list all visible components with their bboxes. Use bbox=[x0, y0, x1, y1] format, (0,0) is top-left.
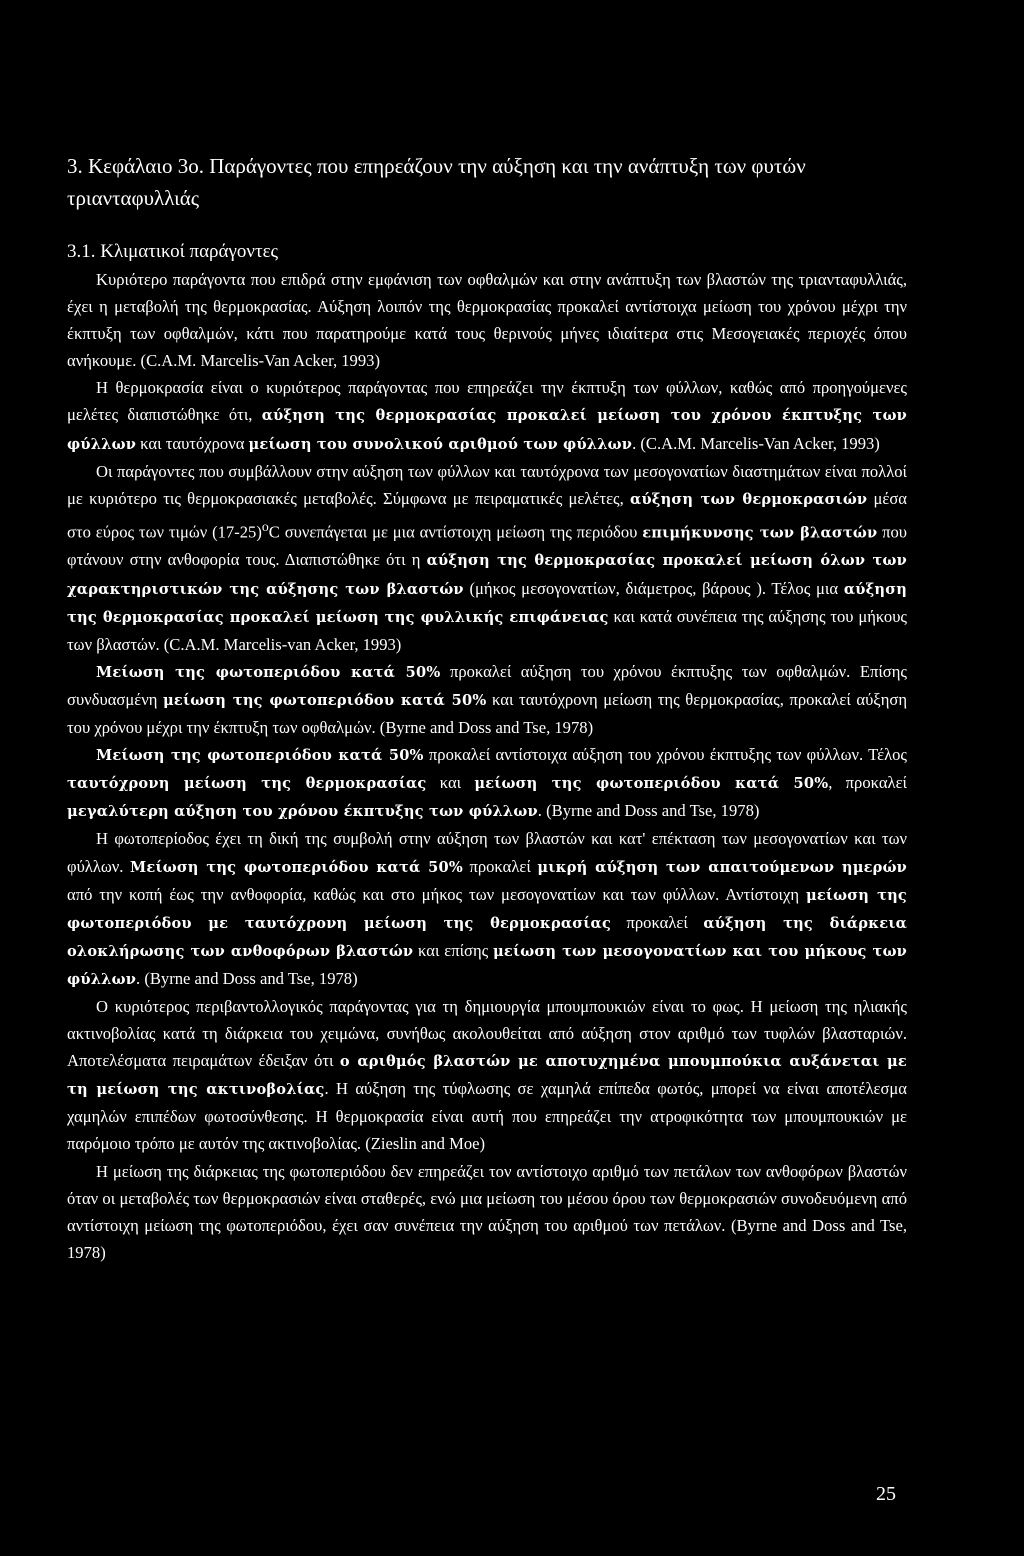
emphasis-text: μείωση του συνολικού αριθμού των φύλλων bbox=[248, 435, 633, 453]
section-title: 3.1. Κλιματικοί παράγοντες bbox=[67, 241, 279, 262]
superscript-text: o bbox=[261, 518, 269, 534]
body-text: Κυριότερο παράγοντα που επιδρά στην εμφάνιση των οφθαλμών και στην ανάπτυξη των βλαστών της τριανταφυλλιάς, έχει η μεταβολή της θερμοκρασίας. Αύξηση λοιπόν της θερμοκρασίας προκαλεί αντίστοιχα μείωση του χρόνου μέχρι την έκπτυξη των οφθαλμών, κάτι που παρατηρούμε κατά τους θερινούς μήνες ιδιαίτερα στις Μεσογειακές περιοχές όπου ανήκουμε. (C.A.M. Marcelis-Van Acker, 1993) bbox=[67, 270, 907, 371]
body-text: C συνεπάγεται με μια αντίστοιχη μείωση της περιόδου bbox=[268, 522, 643, 542]
paragraph-photoperiod-leaves bbox=[67, 741, 907, 825]
body-text: μέσα στο εύρος των τιμών (17-25) bbox=[67, 488, 907, 542]
emphasis-text: μικρή αύξηση των απαιτούμενων ημερών bbox=[537, 858, 907, 876]
document-page bbox=[67, 150, 907, 1266]
emphasis-text: Μείωση της φωτοπεριόδου κατά 50% bbox=[96, 663, 441, 681]
emphasis-text: Μείωση της φωτοπεριόδου κατά 50% bbox=[96, 747, 424, 765]
body-text: και ταυτόχρονα bbox=[136, 433, 249, 453]
emphasis-text: αύξηση της θερμοκρασίας προκαλεί μείωση όλων των χαρακτηριστικών της αύξησης των βλαστών bbox=[67, 552, 907, 598]
emphasis-text: Μείωση της φωτοπεριόδου κατά 50% bbox=[130, 858, 463, 876]
body-text: . (Byrne and Doss and Tse, 1978) bbox=[537, 801, 760, 821]
body-text: που φτάνουν στην ανθοφορία τους. Διαπιστώθηκε ότι η bbox=[67, 522, 907, 570]
emphasis-text: μείωση των μεσογονατίων και του μήκους των φύλλων bbox=[67, 942, 907, 988]
emphasis-text: επιμήκυνσης των βλαστών bbox=[642, 524, 878, 542]
page-number: 25 bbox=[876, 1483, 896, 1505]
body-text: προκαλεί αντίστοιχα αύξηση του χρόνου έκπτυξης των φύλλων. Τέλος bbox=[423, 745, 907, 765]
body-text: (μήκος μεσογονατίων, διάμετρος, βάρους ). Τέλος μια bbox=[463, 578, 844, 598]
body-text: από την κοπή έως την ανθοφορία, καθώς και στο μήκος των μεσογονατίων και των φύλλων. Αντίστοιχη bbox=[67, 884, 806, 904]
paragraph-internodes bbox=[67, 458, 907, 658]
body-text: προκαλεί αύξηση του χρόνου έκπτυξης των οφθαλμών. Επίσης συνδυασμένη bbox=[67, 661, 907, 709]
body-text: Οι παράγοντες που συμβάλλουν στην αύξηση των φύλλων και ταυτόχρονα των μεσογονατίων διαστημάτων είναι πολλοί με κυριότερο τις θερμοκρασιακές μεταβολές. Σύμφωνα με πειραματικές μελέτες, bbox=[67, 461, 907, 508]
body-text: . (Byrne and Doss and Tse, 1978) bbox=[136, 968, 358, 988]
body-text: . Η αύξηση της τύφλωσης σε χαμηλά επίπεδα φωτός, μπορεί να είναι αποτέλεσμα χαμηλών επιπέδων φωτοσύνθεσης. Η θερμοκρασία είναι αυτή που επηρεάζει την ατροφικότητα των μπουμπουκιών με παρόμοιο τρόπο με αυτόν της ακτινοβολίας. (Zieslin and Moe) bbox=[67, 1079, 907, 1154]
body-text: Η μείωση της διάρκειας της φωτοπεριόδου δεν επηρεάζει τον αντίστοιχο αριθμό των πετάλων των ανθοφόρων βλαστών όταν οι μεταβολές των θερμοκρασιών είναι σταθερές, ενώ μια μείωση του μέσου όρου των θερμοκρασιών συνοδευόμενη από αντίστοιχη μείωση της φωτοπεριόδου, έχει σαν συνέπεια την αύξηση του αριθμού των πετάλων. (Byrne and Doss and Tse, 1978) bbox=[67, 1161, 907, 1262]
emphasis-text: αύξηση των θερμοκρασιών bbox=[630, 490, 868, 508]
body-text: και κατά συνέπεια της αύξησης του μήκους των βλαστών. (C.A.M. Marcelis-van Acker, 1993) bbox=[67, 606, 907, 654]
emphasis-text: μεγαλύτερη αύξηση του χρόνου έκπτυξης των φύλλων bbox=[67, 803, 538, 821]
paragraph-temperature-buds bbox=[67, 266, 907, 374]
body-text: και bbox=[426, 773, 475, 793]
emphasis-text: μείωση της φωτοπεριόδου κατά 50% bbox=[474, 775, 829, 793]
body-text: προκαλεί bbox=[462, 856, 538, 876]
emphasis-text: αύξηση της διάρκεια ολοκλήρωσης των ανθοφόρων βλαστών bbox=[67, 914, 908, 960]
emphasis-text: ο αριθμός βλαστών με αποτυχημένα μπουμπούκια αυξάνεται με τη μείωση της ακτινοβολίας bbox=[67, 1053, 907, 1099]
chapter-title: 3. Κεφάλαιο 3ο. Παράγοντες που επηρεάζουν την αύξηση και την ανάπτυξη των φυτών τριανταφυλλιάς bbox=[67, 154, 806, 210]
paragraph-temperature-leaves bbox=[67, 374, 907, 457]
body-text: Η θερμοκρασία είναι ο κυριότερος παράγοντας που επηρεάζει την έκπτυξη των φύλλων, καθώς από προηγούμενες μελέτες διαπιστώθηκε ότι, bbox=[67, 378, 907, 425]
body-text: και ταυτόχρονη μείωση της θερμοκρασίας, προκαλεί αύξηση του χρόνου μέχρι την έκπτυξη των οφθαλμών. (Byrne and Doss and Tse, 1978) bbox=[67, 689, 907, 738]
body-text: προκαλεί bbox=[611, 912, 704, 932]
emphasis-text: μείωση της φωτοπεριόδου κατά 50% bbox=[163, 691, 487, 709]
body-text: Ο κυριότερος περιβαντολλογικός παράγοντας για τη δημιουργία μπουμπουκιών είναι το φως. Η μείωση της ηλιακής ακτινοβολίας κατά τη διάρκεια του χειμώνα, συνήθως ακολουθείται από αύξηση στον αριθμό των τυφλών βλασταριών. Αποτελέσματα πειραμάτων έδειξαν ότι bbox=[67, 996, 907, 1071]
emphasis-text: μείωση της φωτοπεριόδου με ταυτόχρονη μείωση της θερμοκρασίας bbox=[67, 886, 907, 932]
body-text: και επίσης bbox=[413, 940, 494, 960]
body-text: Η φωτοπερίοδος έχει τη δική της συμβολή στην αύξηση των βλαστών και κατ' επέκταση των μεσογονατίων και των φύλλων. bbox=[67, 829, 907, 876]
paragraph-photoperiod-buds bbox=[67, 658, 907, 741]
body-text: . (C.A.M. Marcelis-Van Acker, 1993) bbox=[632, 433, 880, 453]
paragraph-photoperiod-shoots bbox=[67, 825, 907, 993]
paragraph-petals bbox=[67, 1158, 907, 1266]
emphasis-text: αύξηση της θερμοκρασίας προκαλεί μείωση του χρόνου έκπτυξης των φύλλων bbox=[67, 407, 907, 453]
emphasis-text: αύξηση της θερμοκρασίας προκαλεί μείωση της φυλλικής επιφάνειας bbox=[67, 580, 908, 626]
emphasis-text: ταυτόχρονη μείωση της θερμοκρασίας bbox=[67, 775, 427, 793]
body-text: , προκαλεί bbox=[828, 773, 907, 793]
paragraph-light-blind-shoots bbox=[67, 993, 907, 1158]
